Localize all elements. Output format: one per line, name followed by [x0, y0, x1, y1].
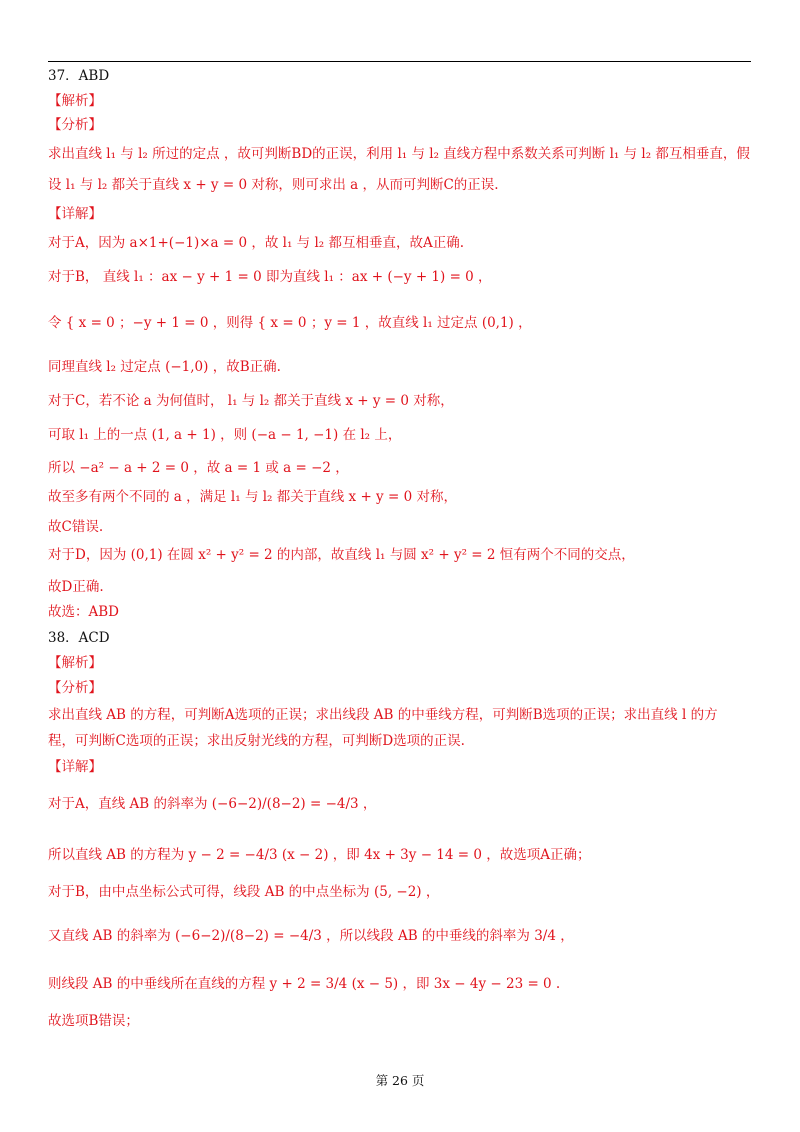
text-line: 故至多有两个不同的 a ，满足 l₁ 与 l₂ 都关于直线 x + y = 0 对称， — [48, 489, 457, 505]
text-line: 故C错误. — [48, 519, 104, 535]
text-line: 故选：ABD — [48, 604, 119, 620]
text-line: 令 { x = 0 ；−y + 1 = 0 ，则得 { x = 0 ；y = 1 ，故直线 l₁ 过定点 (0,1) ， — [48, 315, 532, 331]
section-heading-outline: 【分析】 — [48, 680, 102, 696]
section-heading-analysis: 【解析】 — [48, 93, 102, 109]
text-line: 对于B， 直线 l₁ ：ax − y + 1 = 0 即为直线 l₁ ：ax + (−y + 1) = 0 ， — [48, 269, 492, 285]
section-heading-analysis: 【解析】 — [48, 655, 102, 671]
text-line: 对于C，若不论 a 为何值时， l₁ 与 l₂ 都关于直线 x + y = 0 对称， — [48, 393, 454, 409]
text-line: 所以直线 AB 的方程为 y − 2 = −4/3 (x − 2) ，即 4x + 3y − 14 = 0 ，故选项A正确； — [48, 847, 591, 863]
text-line: 程，可判断C选项的正误；求出反射光线的方程，可判断D选项的正误. — [48, 733, 465, 749]
text-line: 可取 l₁ 上的一点 (1, a + 1) ，则 (−a − 1, −1) 在 l₂ 上， — [48, 427, 402, 443]
text-line: 求出直线 l₁ 与 l₂ 所过的定点 ，故可判断BD的正误，利用 l₁ 与 l₂ 直线方程中系数关系可判断 l₁ 与 l₂ 都互相垂直，假 — [48, 146, 750, 162]
text-line: 所以 −a² − a + 2 = 0 ，故 a = 1 或 a = −2 ， — [48, 460, 349, 476]
section-heading-details: 【详解】 — [48, 759, 102, 775]
text-line: 同理直线 l₂ 过定点 (−1,0) ，故B正确. — [48, 359, 281, 375]
text-line: 对于A，直线 AB 的斜率为 (−6−2)/(8−2) = −4/3 ， — [48, 796, 377, 812]
section-heading-details: 【详解】 — [48, 206, 102, 222]
header-rule — [48, 61, 751, 62]
text-line: 对于A，因为 a×1+(−1)×a = 0 ，故 l₁ 与 l₂ 都互相垂直，故A正确. — [48, 235, 465, 251]
text-line: 故D正确. — [48, 579, 104, 595]
text-line: 求出直线 AB 的方程，可判断A选项的正误；求出线段 AB 的中垂线方程，可判断B选项的正误；求出直线 l 的方 — [48, 707, 718, 723]
text-line: 故选项B错误； — [48, 1013, 139, 1029]
text-line: 又直线 AB 的斜率为 (−6−2)/(8−2) = −4/3 ，所以线段 AB 的中垂线的斜率为 3/4 ， — [48, 928, 574, 944]
page-number: 第 26 页 — [375, 1073, 425, 1088]
section-heading-outline: 【分析】 — [48, 117, 102, 133]
text-line: 对于B，由中点坐标公式可得，线段 AB 的中点坐标为 (5, −2) ， — [48, 884, 440, 900]
text-line: 设 l₁ 与 l₂ 都关于直线 x + y = 0 对称，则可求出 a ，从而可判断C的正误. — [48, 177, 499, 193]
text-line: 对于D，因为 (0,1) 在圆 x² + y² = 2 的内部，故直线 l₁ 与圆 x² + y² = 2 恒有两个不同的交点， — [48, 547, 635, 563]
text-line: 则线段 AB 的中垂线所在直线的方程 y + 2 = 3/4 (x − 5) ，即 3x − 4y − 23 = 0 . — [48, 976, 561, 992]
question-38-answer: 38．ACD — [48, 630, 110, 646]
question-37-answer: 37．ABD — [48, 68, 110, 84]
